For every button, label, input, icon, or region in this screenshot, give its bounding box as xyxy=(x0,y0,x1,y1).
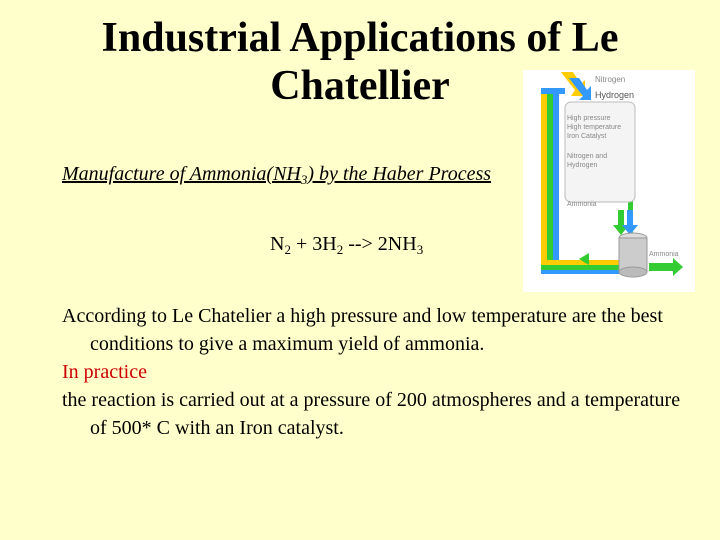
loop-pipe-yellow xyxy=(541,94,547,272)
slide-title: Industrial Applications of Le Chatellier xyxy=(101,15,619,109)
loop-pipe-green xyxy=(547,94,553,272)
equation-n-subscript: 2 xyxy=(284,242,291,257)
loop-pipe-blue xyxy=(553,94,559,272)
separator-arrow-blue xyxy=(622,210,638,235)
haber-process-diagram-svg xyxy=(523,70,695,292)
subtitle-subscript: 3 xyxy=(300,172,308,187)
paragraph-in-practice: In practice xyxy=(62,361,147,383)
label-temperature: High temperature xyxy=(567,124,622,131)
equation-plus-h: + 3H xyxy=(290,233,337,255)
label-recycle-1: Nitrogen and xyxy=(567,153,608,160)
label-ammonia-output: Ammonia xyxy=(649,251,679,258)
ammonia-output-arrow xyxy=(649,258,683,276)
haber-equation xyxy=(270,233,423,256)
equation-h-subscript: 2 xyxy=(336,242,344,257)
label-hydrogen: Hydrogen xyxy=(595,90,635,100)
label-nitrogen: Nitrogen xyxy=(595,75,626,84)
hydrogen-arrow xyxy=(569,78,591,100)
label-catalyst: Iron Catalyst xyxy=(567,133,607,140)
paragraph-le-chatelier: According to Le Chatelier a high pressure and low temperature are the best conditions to give a maximum yield of ammonia. xyxy=(62,305,663,355)
top-pipe xyxy=(541,88,565,94)
haber-process-diagram xyxy=(523,70,695,292)
slide-body xyxy=(62,302,682,442)
separator-arrow-green xyxy=(613,210,629,235)
label-ammonia-mid: Ammonia xyxy=(567,201,597,208)
subtitle-text-end: ) by the Haber Process xyxy=(307,163,492,185)
paragraph-conditions: the reaction is carried out at a pressure of 200 atmospheres and a temperature of 500* C with an Iron catalyst. xyxy=(62,389,681,439)
equation-n: N xyxy=(270,233,285,255)
label-recycle-2: Hydrogen xyxy=(567,162,598,169)
process-subtitle xyxy=(62,163,491,186)
equation-nh-subscript: 3 xyxy=(416,242,424,257)
subtitle-text: Manufacture of Ammonia(NH xyxy=(62,163,301,185)
equation-arrow-nh: --> 2NH xyxy=(343,233,417,255)
label-pressure: High pressure xyxy=(567,115,611,122)
storage-tank-bottom xyxy=(619,267,647,277)
